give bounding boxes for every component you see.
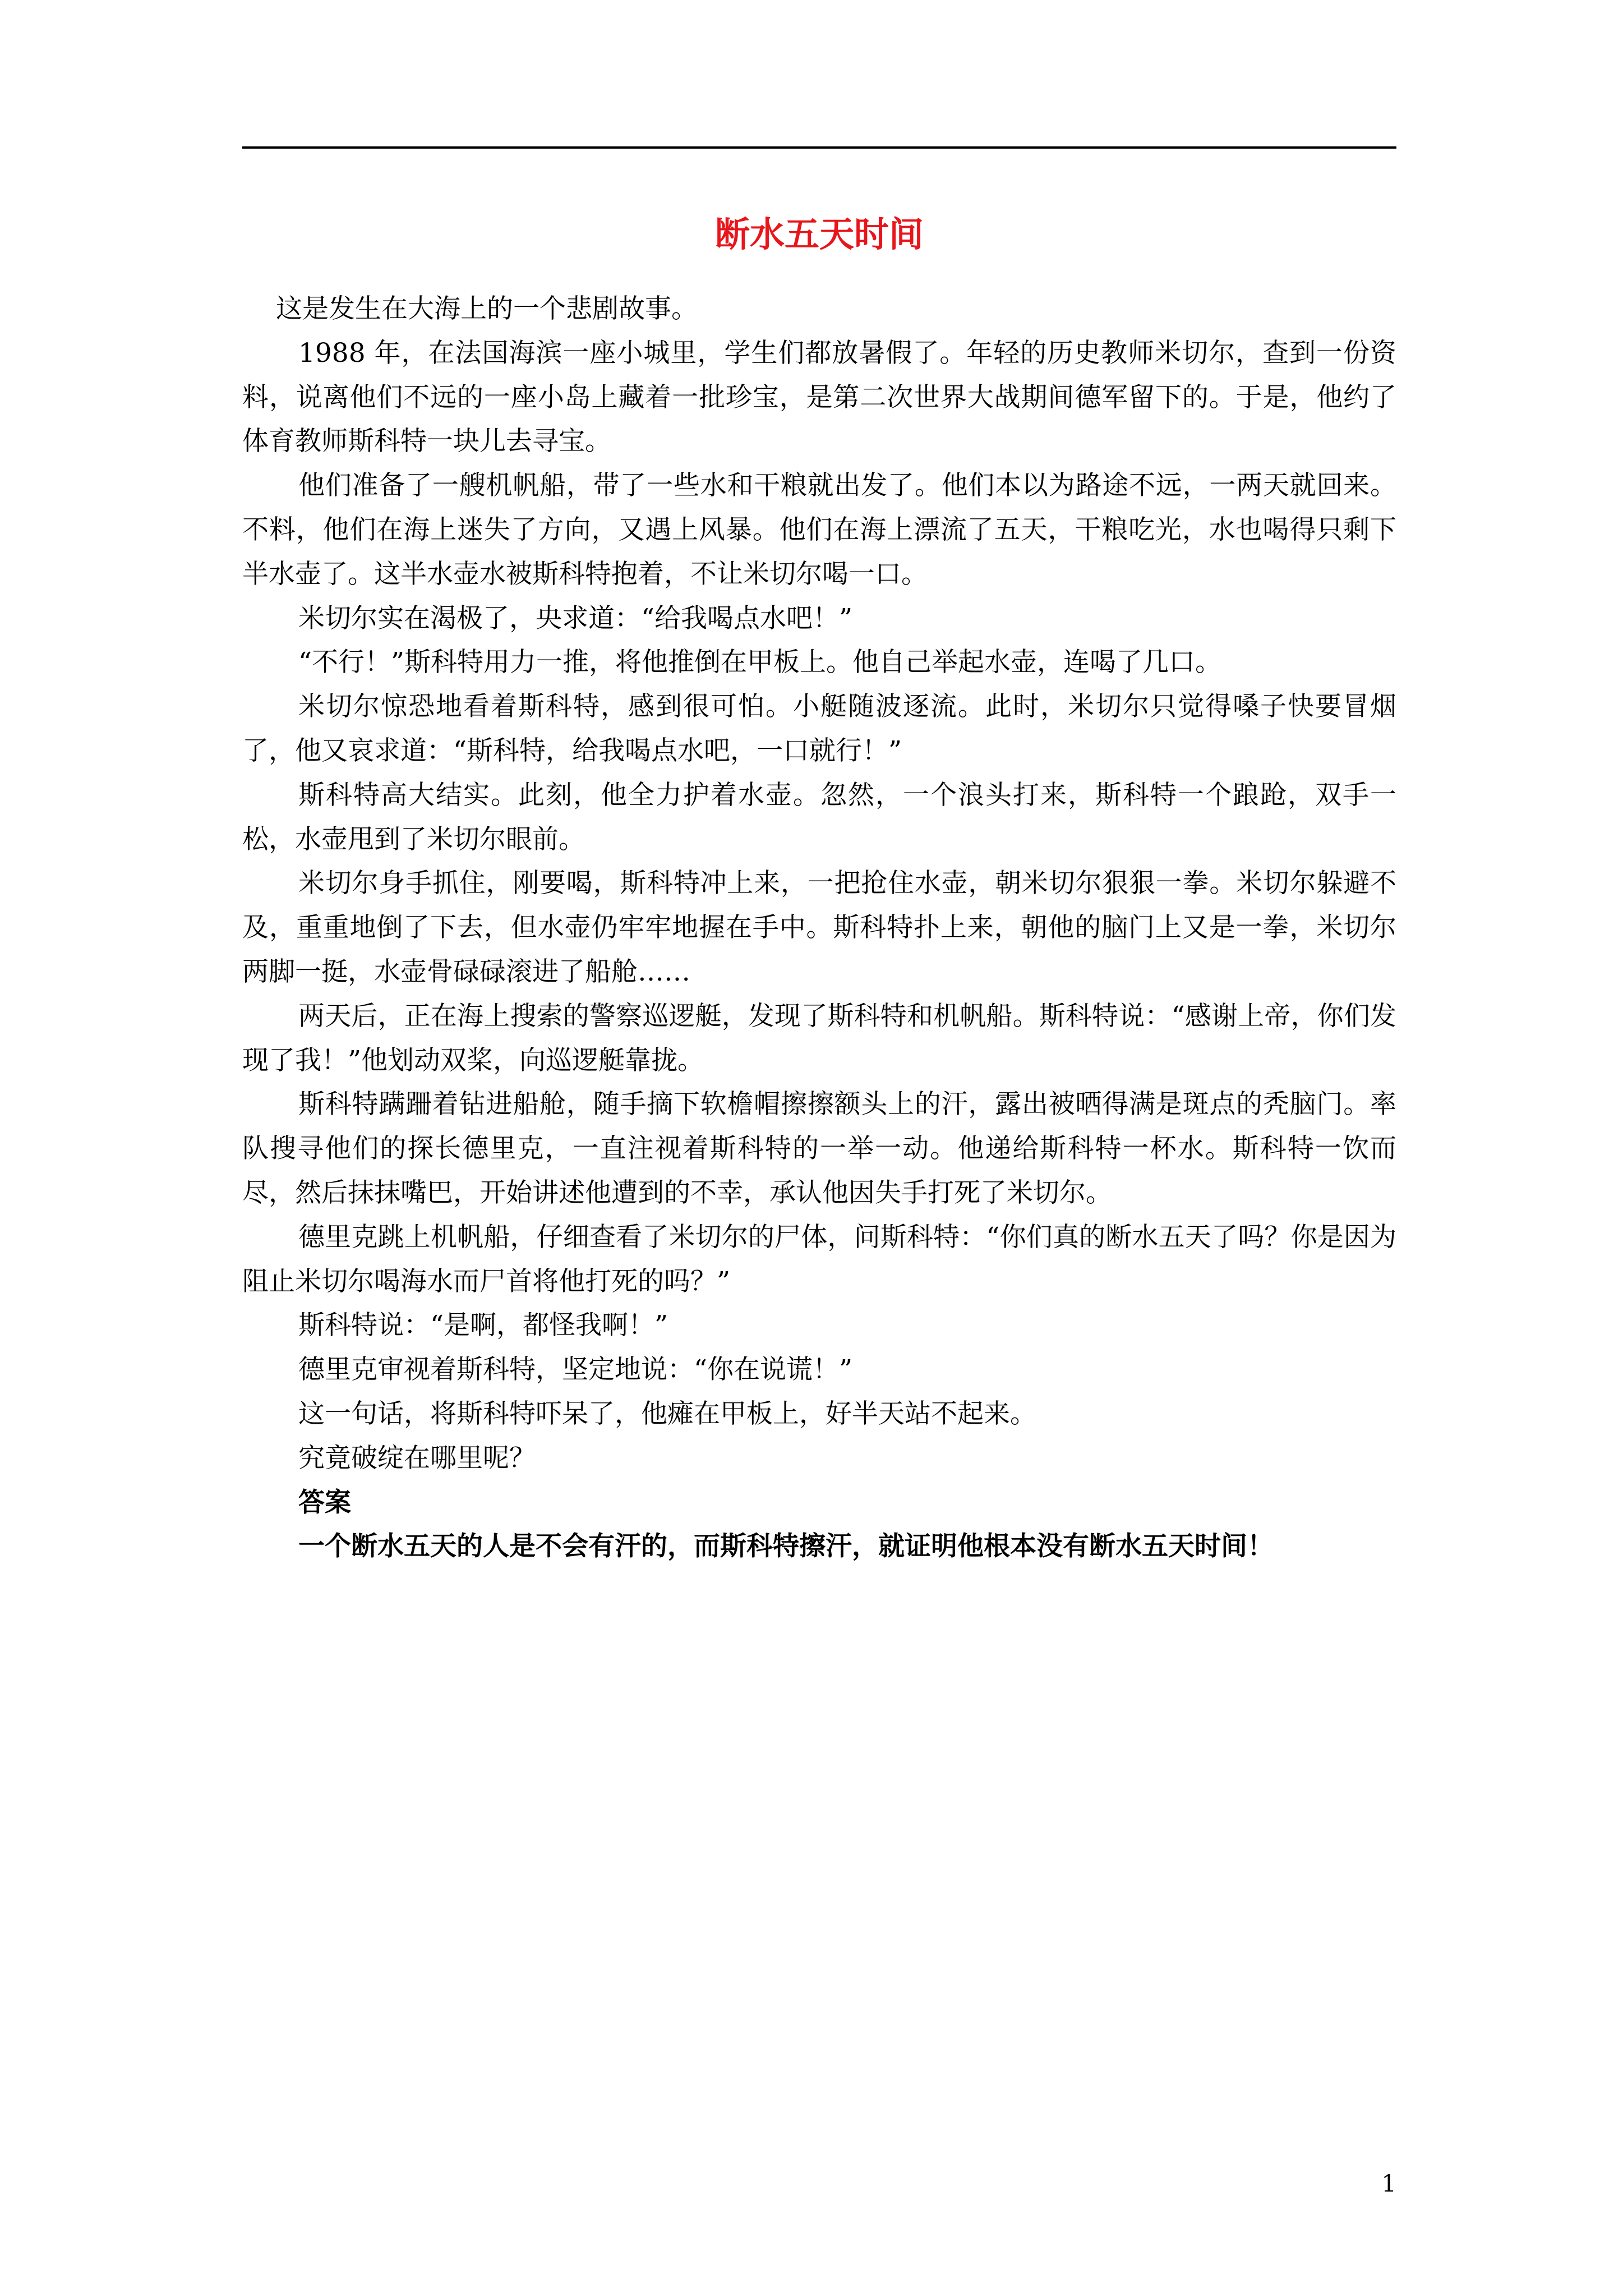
paragraph: 德里克跳上机帆船，仔细查看了米切尔的尸体，问斯科特：“你们真的断水五天了吗？你是因为阻止米切尔喝海水而尸首将他打死的吗？”	[242, 1221, 1396, 1297]
document-title: 断水五天时间	[714, 214, 924, 255]
paragraph: 米切尔实在渴极了，央求道：“给我喝点水吧！”	[298, 602, 853, 634]
page-number: 1	[1381, 2170, 1396, 2197]
paragraph: 他们准备了一艘机帆船，带了一些水和干粮就出发了。他们本以为路途不远，一两天就回来。不料，他们在海上迷失了方向，又遇上风暴。他们在海上漂流了五天，干粮吃光，水也喝得只剩下半水壶了。这半水壶水被斯科特抱着，不让米切尔喝一口。	[242, 470, 1396, 590]
paragraph: 1988 年，在法国海滨一座小城里，学生们都放暑假了。年轻的历史教师米切尔，查到一份资料，说离他们不远的一座小岛上藏着一批珍宝，是第二次世界大战期间德军留下的。于是，他约了体育教师斯科特一块儿去寻宝。	[242, 337, 1396, 457]
paragraph: 这一句话，将斯科特吓呆了，他瘫在甲板上，好半天站不起来。	[298, 1398, 1036, 1429]
paragraph: “不行！”斯科特用力一推，将他推倒在甲板上。他自己举起水壶，连喝了几口。	[298, 647, 1222, 678]
paragraph: 德里克审视着斯科特，坚定地说：“你在说谎！”	[298, 1354, 853, 1386]
answer-text: 一个断水五天的人是不会有汗的，而斯科特擦汗，就证明他根本没有断水五天时间！	[298, 1531, 1274, 1562]
paragraph: 斯科特说：“是啊，都怪我啊！”	[298, 1310, 668, 1341]
paragraph-intro: 这是发生在大海上的一个悲剧故事。	[276, 293, 698, 324]
paragraph: 米切尔惊恐地看着斯科特，感到很可怕。小艇随波逐流。此时，米切尔只觉得嗓子快要冒烟了，他又哀求道：“斯科特，给我喝点水吧，一口就行！”	[242, 691, 1396, 766]
paragraph: 斯科特高大结实。此刻，他全力护着水壶。忽然，一个浪头打来，斯科特一个踉跄，双手一松，水壶甩到了米切尔眼前。	[242, 779, 1396, 855]
paragraph-question: 究竟破绽在哪里呢？	[298, 1442, 536, 1474]
header-rule	[242, 146, 1396, 149]
paragraph: 两天后，正在海上搜索的警察巡逻艇，发现了斯科特和机帆船。斯科特说：“感谢上帝，你们发现了我！”他划动双桨，向巡逻艇靠拢。	[242, 1000, 1396, 1076]
answer-label: 答案	[298, 1487, 351, 1518]
paragraph: 米切尔身手抓住，刚要喝，斯科特冲上来，一把抢住水壶，朝米切尔狠狠一拳。米切尔躲避不及，重重地倒了下去，但水壶仍牢牢地握在手中。斯科特扑上来，朝他的脑门上又是一拳，米切尔两脚一挺，水壶骨碌碌滚进了船舱……	[242, 868, 1396, 987]
document-body	[242, 287, 1396, 1569]
paragraph: 斯科特蹒跚着钻进船舱，随手摘下软檐帽擦擦额头上的汗，露出被晒得满是斑点的秃脑门。率队搜寻他们的探长德里克，一直注视着斯科特的一举一动。他递给斯科特一杯水。斯科特一饮而尽，然后抹抹嘴巴，开始讲述他遭到的不幸，承认他因失手打死了米切尔。	[242, 1089, 1396, 1208]
